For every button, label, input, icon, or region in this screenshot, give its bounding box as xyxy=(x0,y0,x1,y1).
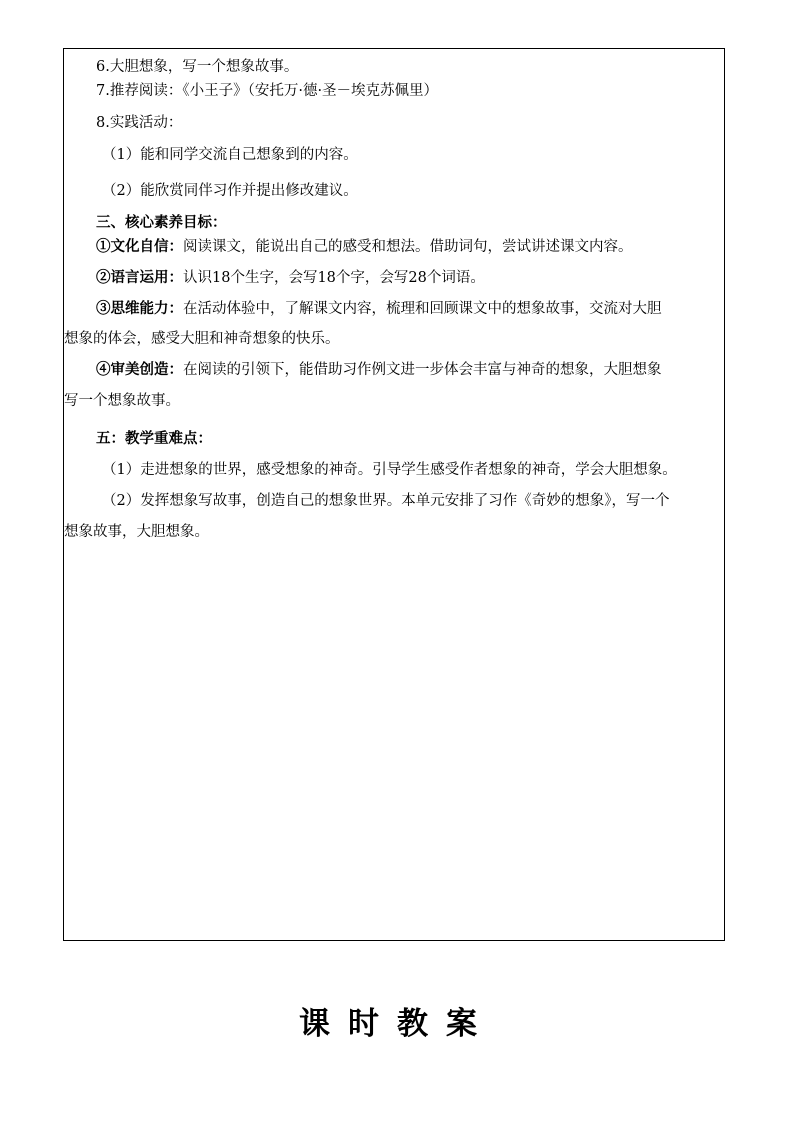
item-8-2: （2）能欣赏同伴习作并提出修改建议。 xyxy=(102,183,358,199)
goal-thinking-cont: 想象的体会，感受大胆和神奇想象的快乐。 xyxy=(64,331,340,347)
goal-language-label: ②语言运用： xyxy=(96,269,183,286)
goal-aesthetic xyxy=(64,360,758,380)
item-8-1: （1）能和同学交流自己想象到的内容。 xyxy=(102,147,358,163)
key-point-1: （1）走进想象的世界，感受想象的神奇。引导学生感受作者想象的神奇，学会大胆想象。 xyxy=(102,462,677,478)
goal-thinking-text: 在活动体验中，了解课文内容，梳理和回顾课文中的想象故事，交流对大胆 xyxy=(183,301,662,317)
item-7: 7.推荐阅读：《小王子》（安托万·德·圣－埃克苏佩里） xyxy=(96,83,439,99)
goal-aesthetic-cont: 写一个想象故事。 xyxy=(64,393,180,409)
goal-language-text: 认识18个生字，会写18个字，会写28个词语。 xyxy=(183,270,485,286)
heading-core-goals: 三、核心素养目标： xyxy=(96,214,227,231)
goal-aesthetic-label: ④审美创造： xyxy=(96,361,183,378)
goal-culture-label: ①文化自信： xyxy=(96,238,183,255)
page-title: 课时教案 xyxy=(299,1006,495,1042)
heading-key-points: 五：教学重难点： xyxy=(96,430,212,447)
content-box xyxy=(63,48,725,941)
goal-culture xyxy=(64,237,758,257)
goal-thinking-label: ③思维能力： xyxy=(96,300,183,317)
goal-culture-text: 阅读课文，能说出自己的感受和想法。借助词句，尝试讲述课文内容。 xyxy=(183,239,633,255)
key-point-2-cont: 想象故事，大胆想象。 xyxy=(64,524,209,540)
item-6: 6.大胆想象，写一个想象故事。 xyxy=(96,59,299,75)
goal-language xyxy=(64,268,758,288)
goal-aesthetic-text: 在阅读的引领下，能借助习作例文进一步体会丰富与神奇的想象，大胆想象 xyxy=(183,362,662,378)
key-point-2: （2）发挥想象写故事，创造自己的想象世界。本单元安排了习作《奇妙的想象》，写一个 xyxy=(102,493,670,509)
goal-thinking xyxy=(64,299,758,319)
item-8: 8.实践活动： xyxy=(96,115,183,131)
